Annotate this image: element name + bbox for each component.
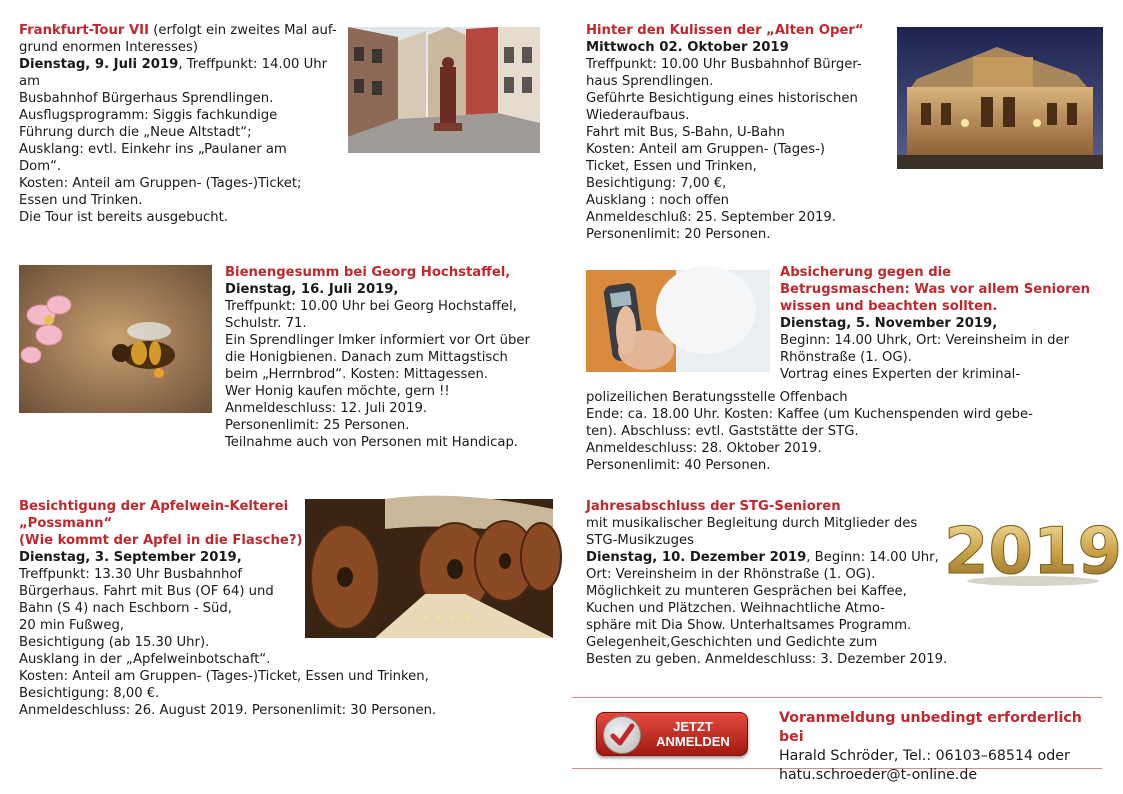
text-line: Treffpunkt: 13.30 Uhr Busbahnhof <box>19 567 243 582</box>
text-line: mit musikalischer Begleitung durch Mitglieder des <box>586 516 918 531</box>
text-line: polizeilichen Beratungsstelle Offenbach <box>586 390 848 405</box>
text-line: Besichtigung (ab 15.30 Uhr). <box>19 635 210 650</box>
text-line: Fahrt mit Bus, S-Bahn, U-Bahn <box>586 125 785 140</box>
text-line: Ort: Vereinsheim in der Rhönstraße (1. OG). <box>586 567 876 582</box>
text-line: Ausflugsprogramm: Siggis fachkundige <box>19 108 278 123</box>
text-line: Rhönstraße (1. OG). <box>780 350 912 365</box>
text-line: Geführte Besichtigung eines historischen <box>586 91 858 106</box>
text-line: Ausklang: evtl. Einkehr ins „Paulaner am <box>19 142 287 157</box>
text-line: Anmeldeschluss: 28. Oktober 2019. <box>586 441 822 456</box>
apfelwein-title-1: Besichtigung der Apfelwein-Kelterei <box>19 499 289 514</box>
apfelwein-title-2: „Possmann“ <box>19 516 113 531</box>
text-line: Ausklang : noch offen <box>586 193 730 208</box>
text-line: 20 min Fußweg, <box>19 618 125 633</box>
text-line: Essen und Trinken. <box>19 193 143 208</box>
text-line: Die Tour ist bereits ausgebucht. <box>19 210 228 225</box>
text-line: Wer Honig kaufen möchte, gern !! <box>225 384 450 399</box>
jahres-title: Jahresabschluss der STG-Senioren <box>586 499 841 514</box>
text-line: die Honigbienen. Danach zum Mittagstisch <box>225 350 508 365</box>
text-line: Möglichkeit zu munteren Gesprächen bei Kaffee, <box>586 584 907 599</box>
betrug-title-3: wissen und beachten sollten. <box>780 299 998 314</box>
frankfurt-tour-block <box>19 22 349 226</box>
text-line: Anmeldeschluss: 12. Juli 2019. <box>225 401 428 416</box>
text-line: Ausklang in der „Apfelweinbotschaft“. <box>19 652 271 667</box>
betrug-body-full <box>586 389 1106 474</box>
text-line: Treffpunkt: 10.00 Uhr Busbahnhof Bürger- <box>586 57 862 72</box>
text-line: sphäre mit Dia Show. Unterhaltsames Programm. <box>586 618 912 633</box>
text-line: Kosten: Anteil am Gruppen- (Tages-)Ticket; <box>19 176 302 191</box>
text-line: Besten zu geben. Anmeldeschluss: 3. Dezember 2019. <box>586 652 948 667</box>
alte-oper-date: Mittwoch 02. Oktober 2019 <box>586 40 789 55</box>
text-line: Kosten: Anteil am Gruppen- (Tages-)Ticket, Essen und Trinken, <box>19 669 429 684</box>
jahres-begin: , Beginn: 14.00 Uhr, <box>806 550 939 565</box>
text-line: ten). Abschluss: evtl. Gaststätte der STG. <box>586 424 859 439</box>
alte-oper-title: Hinter den Kulissen der „Alten Oper“ <box>586 23 864 38</box>
text-line: Teilnahme auch von Personen mit Handicap. <box>225 435 519 450</box>
frankfurt-tour-note: (erfolgt ein zweites Mal auf- <box>149 23 337 38</box>
text-line: Führung durch die „Neue Altstadt“; <box>19 125 252 140</box>
jahres-date: Dienstag, 10. Dezember 2019 <box>586 550 807 565</box>
anmeldung-email[interactable]: hatu.schroeder@t-online.de <box>779 767 978 783</box>
text-line: Schulstr. 71. <box>225 316 307 331</box>
frankfurt-tour-note-2: grund enormen Interesses) <box>19 40 198 55</box>
apfelwein-title-3: (Wie kommt der Apfel in die Flasche?) <box>19 533 303 548</box>
anmeldung-block <box>779 709 1109 785</box>
text-line: Anmeldeschluss: 26. August 2019. Personenlimit: 30 Personen. <box>19 703 437 718</box>
jetzt-anmelden-button[interactable] <box>596 712 748 756</box>
betrug-title-1: Absicherung gegen die <box>780 265 952 280</box>
year-2019-text: 2019 <box>943 515 1123 589</box>
text-line: Ende: ca. 18.00 Uhr. Kosten: Kaffee (um Kuchenspenden wird gebe- <box>586 407 1033 422</box>
text-line: Besichtigung: 8,00 €. <box>19 686 160 701</box>
alte-oper-body <box>586 56 886 243</box>
button-label-line1: JETZT <box>673 719 713 734</box>
text-line: Dom“. <box>19 159 62 174</box>
text-line: Personenlimit: 40 Personen. <box>586 458 771 473</box>
button-label <box>645 719 741 749</box>
alte-oper-block <box>586 22 886 243</box>
button-label-line2: ANMELDEN <box>656 734 730 749</box>
alte-oper-photo <box>897 27 1103 169</box>
text-line: STG-Musikzuges <box>586 533 694 548</box>
frankfurt-tour-body <box>19 90 349 226</box>
anmeldung-contact: Harald Schröder, Tel.: 06103–68514 oder <box>779 748 1070 764</box>
text-line: haus Sprendlingen. <box>586 74 714 89</box>
text-line: Anmeldeschluß: 25. September 2019. <box>586 210 836 225</box>
check-icon <box>603 716 641 754</box>
bienen-title: Bienengesumm bei Georg Hochstaffel, <box>225 265 511 280</box>
jahres-intro <box>586 515 976 549</box>
text-line: Wiederaufbaus. <box>586 108 690 123</box>
text-line: Kuchen und Plätzchen. Weihnachtliche Atmo- <box>586 601 885 616</box>
frankfurt-altstadt-photo <box>348 27 540 153</box>
text-line: Bürgerhaus. Fahrt mit Bus (OF 64) und <box>19 584 274 599</box>
text-line: beim „Herrnbrod“. Kosten: Mittagessen. <box>225 367 489 382</box>
cellar-photo <box>305 499 553 638</box>
text-line: Gelegenheit,Geschichten und Gedichte zum <box>586 635 878 650</box>
frankfurt-tour-date: Dienstag, 9. Juli 2019 <box>19 57 179 72</box>
jahres-block <box>586 498 976 668</box>
betrug-body <box>586 389 1106 474</box>
text-line: Beginn: 14.00 Uhrk, Ort: Vereinsheim in der <box>780 333 1070 348</box>
phone-photo <box>586 270 770 372</box>
betrug-date: Dienstag, 5. November 2019, <box>780 316 998 331</box>
frankfurt-tour-title: Frankfurt-Tour VII <box>19 23 149 38</box>
frankfurt-tour-meeting: , Treffpunkt: 14.00 Uhr am <box>19 57 328 89</box>
anmeldung-heading: Voranmeldung unbedingt erforderlich bei <box>779 710 1082 745</box>
jahres-body <box>586 566 976 668</box>
text-line: Ticket, Essen und Trinken, <box>586 159 757 174</box>
bienen-block <box>225 264 565 451</box>
top-rule <box>572 697 1102 698</box>
bee-photo <box>19 265 212 413</box>
text-line: Treffpunkt: 10.00 Uhr bei Georg Hochstaffel, <box>225 299 517 314</box>
text-line: Personenlimit: 25 Personen. <box>225 418 410 433</box>
bienen-body <box>225 298 565 451</box>
year-2019-graphic <box>943 507 1123 589</box>
betrug-body-right <box>780 332 1100 383</box>
text-line: Busbahnhof Bürgerhaus Sprendlingen. <box>19 91 274 106</box>
text-line: Vortrag eines Experten der kriminal- <box>780 367 1021 382</box>
text-line: Ein Sprendlinger Imker informiert vor Ort über <box>225 333 530 348</box>
betrug-header <box>780 264 1100 383</box>
text-line: Kosten: Anteil am Gruppen- (Tages-) <box>586 142 826 157</box>
betrug-title-2: Betrugsmaschen: Was vor allem Senioren <box>780 282 1091 297</box>
text-line: Bahn (S 4) nach Eschborn - Süd, <box>19 601 232 616</box>
apfelwein-date: Dienstag, 3. September 2019, <box>19 550 242 565</box>
text-line: Personenlimit: 20 Personen. <box>586 227 771 242</box>
text-line: Besichtigung: 7,00 €, <box>586 176 727 191</box>
bienen-date: Dienstag, 16. Juli 2019, <box>225 282 399 297</box>
